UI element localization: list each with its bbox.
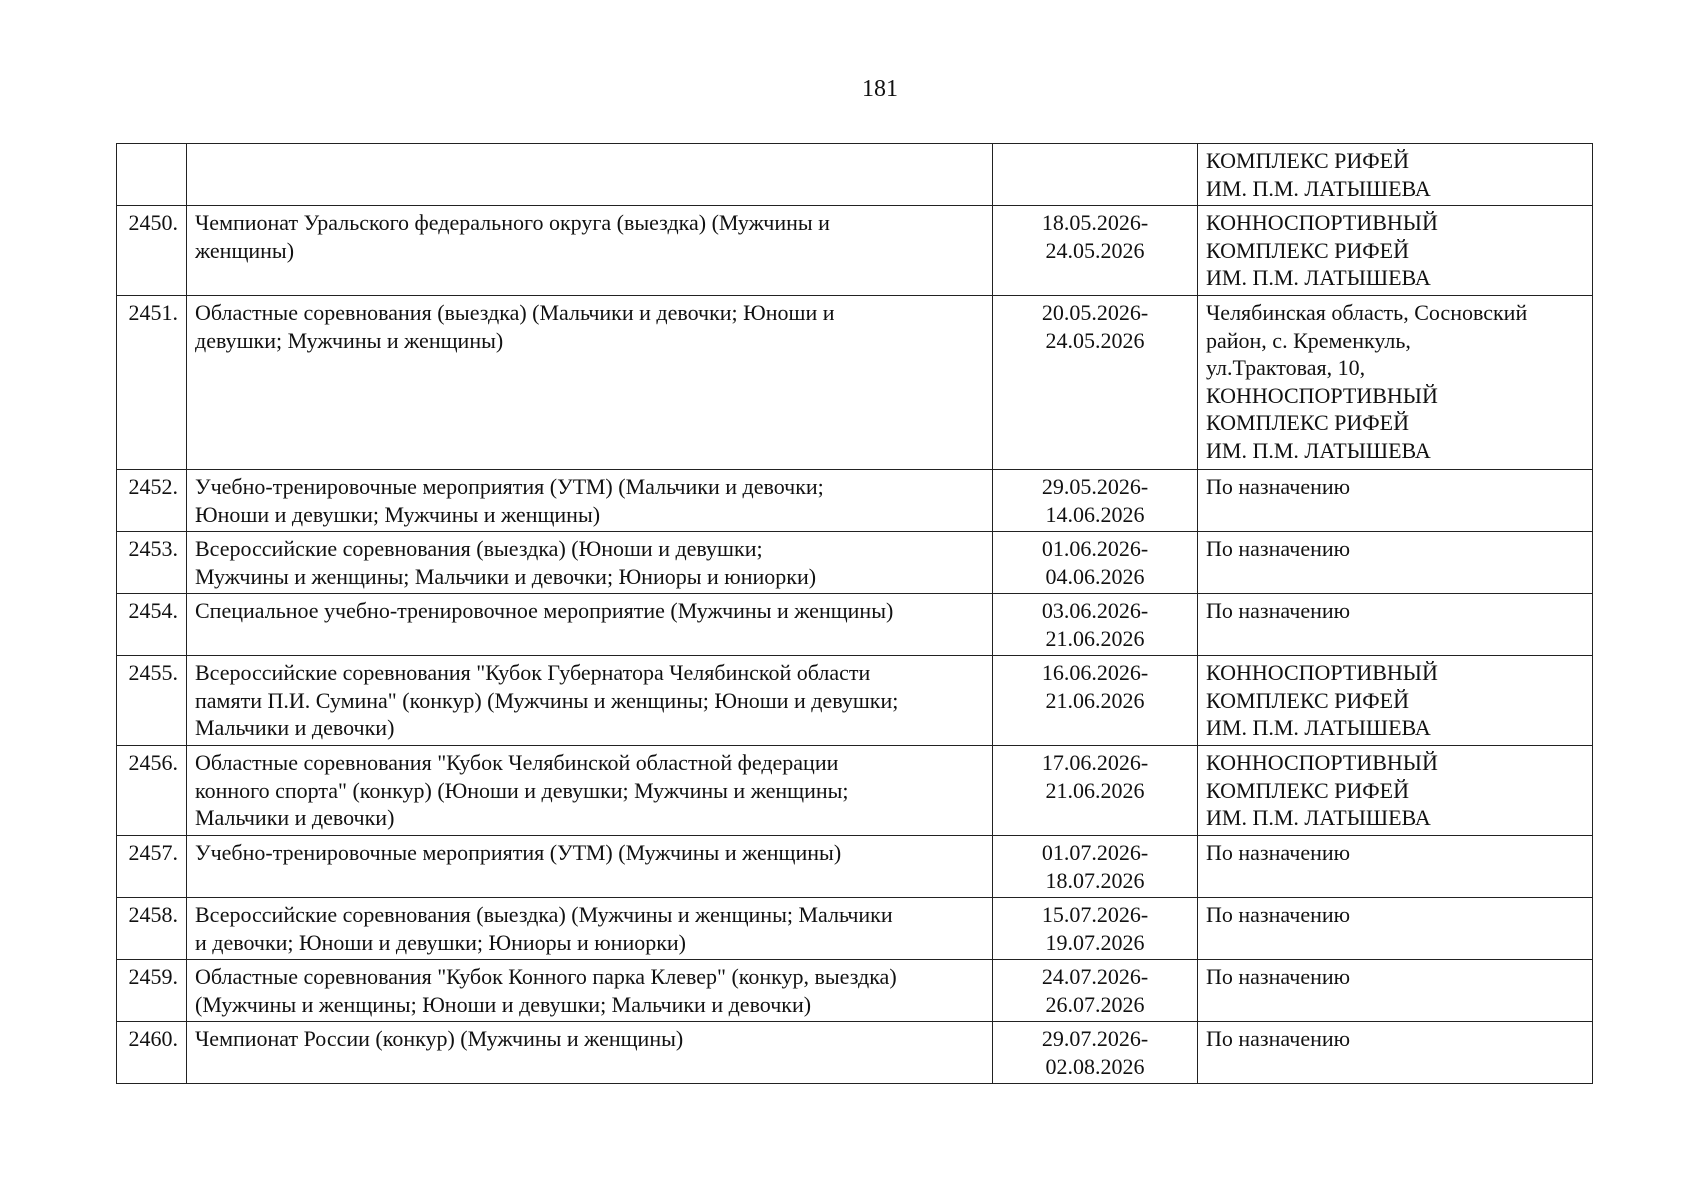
event-name: Учебно-тренировочные мероприятия (УТМ) (Мужчины и женщины) <box>187 836 993 898</box>
event-dates: 24.07.2026- 26.07.2026 <box>993 960 1198 1022</box>
table-row <box>117 470 1593 532</box>
table-row <box>117 206 1593 296</box>
row-number: 2456. <box>117 746 187 836</box>
event-place: КОННОСПОРТИВНЫЙ КОМПЛЕКС РИФЕЙ ИМ. П.М. ЛАТЫШЕВА <box>1198 656 1593 746</box>
table-row <box>117 144 1593 206</box>
event-dates: 01.06.2026- 04.06.2026 <box>993 532 1198 594</box>
event-name <box>187 144 993 206</box>
event-dates <box>993 144 1198 206</box>
event-name: Всероссийские соревнования (выездка) (Юноши и девушки; Мужчины и женщины; Мальчики и девочки; Юниоры и юниорки) <box>187 532 993 594</box>
row-number: 2451. <box>117 296 187 470</box>
row-number: 2458. <box>117 898 187 960</box>
row-number <box>117 144 187 206</box>
row-number: 2459. <box>117 960 187 1022</box>
row-number: 2460. <box>117 1022 187 1084</box>
event-place: По назначению <box>1198 594 1593 656</box>
row-number: 2455. <box>117 656 187 746</box>
event-name: Областные соревнования "Кубок Челябинской областной федерации конного спорта" (конкур) (Юноши и девушки; Мужчины и женщины; Мальчики и девочки) <box>187 746 993 836</box>
event-dates: 16.06.2026- 21.06.2026 <box>993 656 1198 746</box>
event-place: По назначению <box>1198 960 1593 1022</box>
event-dates: 20.05.2026- 24.05.2026 <box>993 296 1198 470</box>
event-place: КОННОСПОРТИВНЫЙ КОМПЛЕКС РИФЕЙ ИМ. П.М. ЛАТЫШЕВА <box>1198 746 1593 836</box>
event-dates: 01.07.2026- 18.07.2026 <box>993 836 1198 898</box>
event-place: По назначению <box>1198 532 1593 594</box>
page-number: 181 <box>862 76 898 102</box>
table-row <box>117 656 1593 746</box>
event-name: Учебно-тренировочные мероприятия (УТМ) (Мальчики и девочки; Юноши и девушки; Мужчины и женщины) <box>187 470 993 532</box>
table-row <box>117 746 1593 836</box>
table-row <box>117 1022 1593 1084</box>
event-dates: 29.05.2026- 14.06.2026 <box>993 470 1198 532</box>
event-name: Областные соревнования (выездка) (Мальчики и девочки; Юноши и девушки; Мужчины и женщины) <box>187 296 993 470</box>
row-number: 2452. <box>117 470 187 532</box>
row-number: 2453. <box>117 532 187 594</box>
row-number: 2450. <box>117 206 187 296</box>
row-number: 2457. <box>117 836 187 898</box>
table-row <box>117 532 1593 594</box>
event-place: Челябинская область, Сосновский район, с. Кременкуль, ул.Трактовая, 10, КОННОСПОРТИВНЫЙ КОМПЛЕКС РИФЕЙ ИМ. П.М. ЛАТЫШЕВА <box>1198 296 1593 470</box>
table-row <box>117 960 1593 1022</box>
event-dates: 17.06.2026- 21.06.2026 <box>993 746 1198 836</box>
event-place: По назначению <box>1198 1022 1593 1084</box>
event-name: Чемпионат Уральского федерального округа (выездка) (Мужчины и женщины) <box>187 206 993 296</box>
event-name: Специальное учебно-тренировочное мероприятие (Мужчины и женщины) <box>187 594 993 656</box>
events-table <box>116 143 1593 1084</box>
table-row <box>117 296 1593 470</box>
table-row <box>117 836 1593 898</box>
event-place: КОМПЛЕКС РИФЕЙ ИМ. П.М. ЛАТЫШЕВА <box>1198 144 1593 206</box>
event-place: По назначению <box>1198 836 1593 898</box>
event-name: Всероссийские соревнования "Кубок Губернатора Челябинской области памяти П.И. Сумина" (конкур) (Мужчины и женщины; Юноши и девушки; Мальчики и девочки) <box>187 656 993 746</box>
event-place: По назначению <box>1198 898 1593 960</box>
table-row <box>117 594 1593 656</box>
event-name: Областные соревнования "Кубок Конного парка Клевер" (конкур, выездка) (Мужчины и женщины; Юноши и девушки; Мальчики и девочки) <box>187 960 993 1022</box>
event-name: Всероссийские соревнования (выездка) (Мужчины и женщины; Мальчики и девочки; Юноши и девушки; Юниоры и юниорки) <box>187 898 993 960</box>
event-name: Чемпионат России (конкур) (Мужчины и женщины) <box>187 1022 993 1084</box>
event-place: По назначению <box>1198 470 1593 532</box>
event-dates: 15.07.2026- 19.07.2026 <box>993 898 1198 960</box>
event-dates: 03.06.2026- 21.06.2026 <box>993 594 1198 656</box>
event-dates: 18.05.2026- 24.05.2026 <box>993 206 1198 296</box>
event-place: КОННОСПОРТИВНЫЙ КОМПЛЕКС РИФЕЙ ИМ. П.М. ЛАТЫШЕВА <box>1198 206 1593 296</box>
row-number: 2454. <box>117 594 187 656</box>
event-dates: 29.07.2026- 02.08.2026 <box>993 1022 1198 1084</box>
table-row <box>117 898 1593 960</box>
